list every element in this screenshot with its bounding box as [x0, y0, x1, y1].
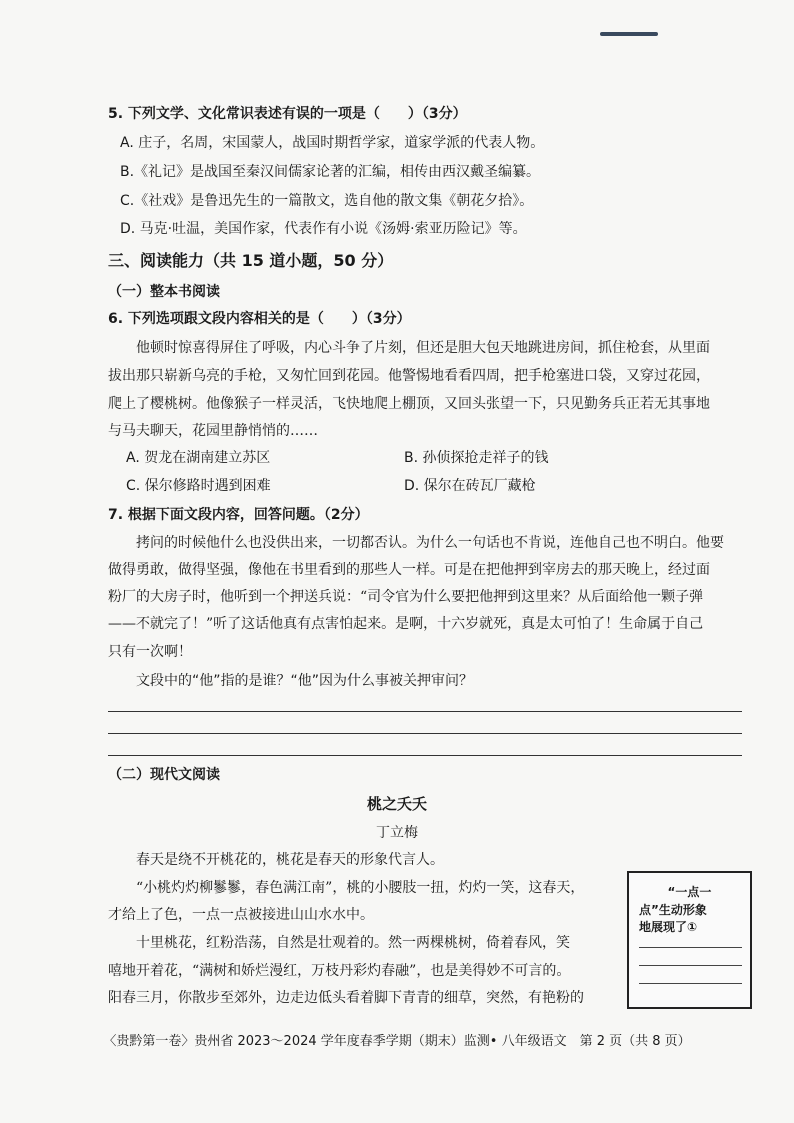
q7-passage-line: 只有一次啊！	[108, 644, 192, 660]
article-author: 丁立梅	[376, 825, 418, 841]
side-note-answer-line[interactable]	[639, 947, 742, 948]
q6-passage-line: 他顿时惊喜得屏住了呼吸，内心斗争了片刻，但还是胆大包天地跳进房间，抓住枪套，从里面	[136, 340, 710, 356]
side-note-answer-line[interactable]	[639, 983, 742, 984]
section3-part2: （二）现代文阅读	[108, 767, 220, 783]
q6-stem: 6. 下列选项跟文段内容相关的是（ ）（3分）	[108, 311, 411, 327]
q6-option-b: B. 孙侦探抢走祥子的钱	[404, 450, 549, 466]
article-title: 桃之夭夭	[366, 795, 427, 813]
answer-line[interactable]	[108, 711, 742, 712]
q7-passage-line: ——不就完了！”听了这话他真有点害怕起来。是啊，十六岁就死，真是太可怕了！生命属于自己	[108, 616, 704, 632]
page-footer: 〈贵黔第一卷〉贵州省 2023～2024 学年度春季学期（期末）监测• 八年级语文 第 2 页（共 8 页）	[103, 1034, 691, 1049]
q6-passage-line: 拔出那只崭新乌亮的手枪，又匆忙回到花园。他警惕地看看四周，把手枪塞进口袋，又穿过花园，	[108, 368, 710, 384]
article-paragraph: 阳春三月，你散步至郊外，边走边低头看着脚下青青的细草，突然，有艳粉的	[108, 990, 584, 1006]
q5-option-b: B.《礼记》是战国至秦汉间儒家论著的汇编，相传由西汉戴圣编纂。	[120, 164, 541, 180]
answer-line[interactable]	[108, 755, 742, 756]
section3-part1: （一）整本书阅读	[108, 284, 220, 300]
article-paragraph: 嘻地开着花，“满树和娇烂漫红，万枝丹彩灼春融”，也是美得妙不可言的。	[108, 963, 571, 979]
side-note-answer-line[interactable]	[639, 965, 742, 966]
q5-option-c: C.《社戏》是鲁迅先生的一篇散文，选自他的散文集《朝花夕拾》。	[120, 193, 534, 209]
q7-passage-line: 粉厂的大房子时，他听到一个押送兵说：“司令官为什么要把他押到这里来？从后面给他一颗子弹	[108, 589, 704, 605]
article-paragraph: 才给上了色，一点一点被接进山山水水中。	[108, 907, 374, 923]
side-note-box	[627, 871, 752, 1009]
q6-option-c: C. 保尔修路时遇到困难	[126, 478, 271, 494]
q7-stem: 7. 根据下面文段内容，回答问题。（2分）	[108, 507, 369, 523]
q6-option-d: D. 保尔在砖瓦厂藏枪	[404, 478, 536, 494]
article-paragraph: 春天是绕不开桃花的，桃花是春天的形象代言人。	[136, 852, 444, 868]
q5-stem: 5. 下列文学、文化常识表述有误的一项是（ ）（3分）	[108, 106, 467, 122]
article-paragraph: “小桃灼灼柳鬖鬖，春色满江南”，桃的小腰肢一扭，灼灼一笑，这春天，	[136, 880, 585, 896]
q7-passage-line: 做得勇敢，做得坚强，像他在书里看到的那些人一样。可是在把他押到宰房去的那天晚上，经过面	[108, 562, 710, 578]
q6-passage-line: 与马夫聊天，花园里静悄悄的……	[108, 423, 318, 439]
q6-passage-line: 爬上了樱桃树。他像猴子一样灵活，飞快地爬上棚顶，又回头张望一下，只见勤务兵正若无其事地	[108, 396, 710, 412]
answer-line[interactable]	[108, 733, 742, 734]
article-paragraph: 十里桃花，红粉浩荡，自然是壮观着的。然一两棵桃树，倚着春风，笑	[136, 935, 570, 951]
side-note-line3: 地展现了①	[639, 920, 698, 934]
q6-option-a: A. 贺龙在湖南建立苏区	[126, 450, 271, 466]
q5-option-a: A. 庄子，名周，宋国蒙人，战国时期哲学家，道家学派的代表人物。	[120, 135, 545, 151]
q5-option-d: D. 马克·吐温，美国作家，代表作有小说《汤姆·索亚历险记》等。	[120, 221, 527, 237]
q7-passage-line: 拷问的时候他什么也没供出来，一切都否认。为什么一句话也不肯说，连他自己也不明白。他要	[136, 535, 724, 551]
scan-mark	[600, 32, 658, 36]
q7-question: 文段中的“他”指的是谁？“他”因为什么事被关押审问？	[136, 673, 474, 689]
side-note-line1: “一点一	[667, 885, 712, 899]
section3-title: 三、阅读能力（共 15 道小题，50 分）	[108, 251, 394, 270]
side-note-line2: 点”生动形象	[639, 903, 707, 917]
